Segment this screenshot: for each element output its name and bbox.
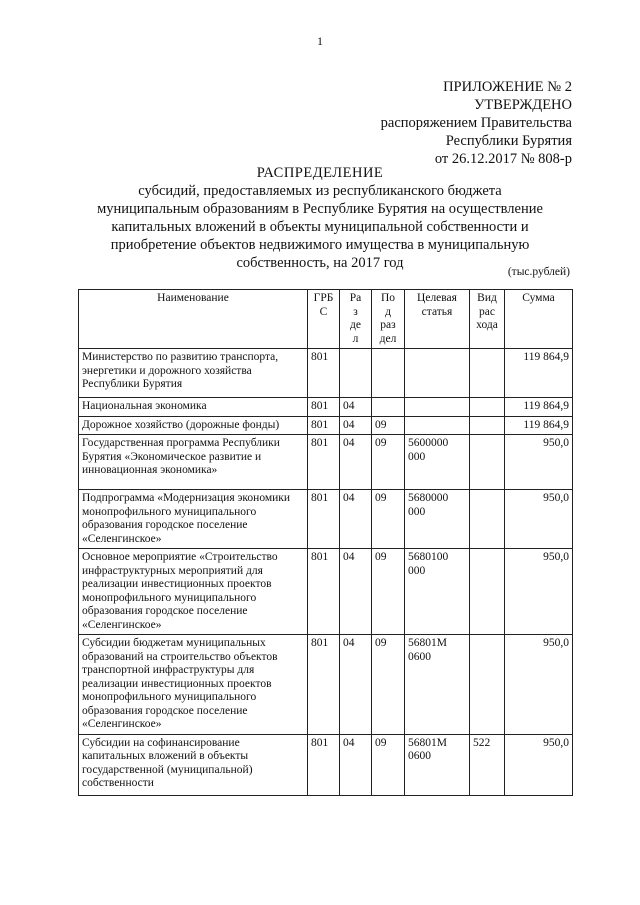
cell-grbs: 801 bbox=[308, 435, 340, 490]
cell-sum: 950,0 bbox=[505, 734, 573, 795]
title-line: приобретение объектов недвижимого имущества в муниципальную bbox=[110, 237, 530, 253]
cell-vid bbox=[470, 635, 505, 735]
cell-name: Подпрограмма «Модернизация экономики монопрофильного муниципального образования городское поселение «Селенгинское» bbox=[79, 490, 308, 549]
title-line: собственность, на 2017 год bbox=[236, 255, 404, 271]
budget-table bbox=[78, 289, 573, 796]
cell-target: 5680000 000 bbox=[405, 490, 470, 549]
cell-vid bbox=[470, 398, 505, 417]
cell-sum: 950,0 bbox=[505, 435, 573, 490]
cell-name: Национальная экономика bbox=[79, 398, 308, 417]
table-row bbox=[79, 635, 573, 735]
cell-sum: 119 864,9 bbox=[505, 416, 573, 435]
cell-razdel: 04 bbox=[340, 549, 372, 635]
header-grbs: ГРБ С bbox=[308, 290, 340, 349]
approval-stamp bbox=[381, 78, 572, 168]
cell-podrazdel: 09 bbox=[372, 734, 405, 795]
table-header-row bbox=[79, 290, 573, 349]
header-target: Целевая статья bbox=[405, 290, 470, 349]
cell-podrazdel: 09 bbox=[372, 490, 405, 549]
cell-target: 56801М 0600 bbox=[405, 734, 470, 795]
header-vid: Вид рас хода bbox=[470, 290, 505, 349]
cell-podrazdel: 09 bbox=[372, 416, 405, 435]
cell-grbs: 801 bbox=[308, 490, 340, 549]
table-row bbox=[79, 435, 573, 490]
cell-target bbox=[405, 349, 470, 398]
cell-vid bbox=[470, 416, 505, 435]
cell-sum: 119 864,9 bbox=[505, 398, 573, 417]
cell-sum: 950,0 bbox=[505, 490, 573, 549]
cell-razdel: 04 bbox=[340, 635, 372, 735]
header-razdel: Ра з де л bbox=[340, 290, 372, 349]
cell-grbs: 801 bbox=[308, 416, 340, 435]
table-row bbox=[79, 349, 573, 398]
cell-name: Основное мероприятие «Строительство инфраструктурных мероприятий для реализации инвестиционных проектов монопрофильного муниципального образования городское поселение «Селенгинское» bbox=[79, 549, 308, 635]
header-sum: Сумма bbox=[505, 290, 573, 349]
order-date-number: от 26.12.2017 № 808-р bbox=[434, 151, 572, 167]
order-label: распоряжением Правительства bbox=[380, 115, 572, 131]
cell-sum: 950,0 bbox=[505, 635, 573, 735]
cell-grbs: 801 bbox=[308, 549, 340, 635]
document-title bbox=[70, 164, 570, 272]
cell-podrazdel bbox=[372, 349, 405, 398]
cell-grbs: 801 bbox=[308, 734, 340, 795]
cell-grbs: 801 bbox=[308, 635, 340, 735]
cell-sum: 119 864,9 bbox=[505, 349, 573, 398]
republic-label: Республики Бурятия bbox=[445, 133, 572, 149]
cell-vid: 522 bbox=[470, 734, 505, 795]
header-podrazdel: По д раз дел bbox=[372, 290, 405, 349]
cell-target bbox=[405, 398, 470, 417]
approved-label: УТВЕРЖДЕНО bbox=[474, 97, 572, 113]
cell-razdel: 04 bbox=[340, 416, 372, 435]
cell-vid bbox=[470, 349, 505, 398]
table-row bbox=[79, 549, 573, 635]
cell-podrazdel: 09 bbox=[372, 549, 405, 635]
cell-target: 5680100 000 bbox=[405, 549, 470, 635]
table-row bbox=[79, 734, 573, 795]
cell-razdel: 04 bbox=[340, 435, 372, 490]
table-row bbox=[79, 490, 573, 549]
table-row bbox=[79, 398, 573, 417]
cell-sum: 950,0 bbox=[505, 549, 573, 635]
cell-podrazdel bbox=[372, 398, 405, 417]
cell-vid bbox=[470, 549, 505, 635]
cell-name: Субсидии бюджетам муниципальных образований на строительство объектов транспортной инфраструктуры для реализации инвестиционных проектов монопрофильного муниципального образования городское поселение «Селенгинское» bbox=[79, 635, 308, 735]
appendix-label: ПРИЛОЖЕНИЕ № 2 bbox=[443, 79, 572, 95]
cell-name: Государственная программа Республики Бурятия «Экономическое развитие и инновационная экономика» bbox=[79, 435, 308, 490]
cell-grbs: 801 bbox=[308, 349, 340, 398]
cell-name: Субсидии на софинансирование капитальных вложений в объекты государственной (муниципальной) собственности bbox=[79, 734, 308, 795]
cell-vid bbox=[470, 490, 505, 549]
cell-podrazdel: 09 bbox=[372, 635, 405, 735]
cell-target bbox=[405, 416, 470, 435]
cell-target: 5600000 000 bbox=[405, 435, 470, 490]
cell-razdel bbox=[340, 349, 372, 398]
cell-razdel: 04 bbox=[340, 398, 372, 417]
cell-name: Дорожное хозяйство (дорожные фонды) bbox=[79, 416, 308, 435]
title-line: субсидий, предоставляемых из республиканского бюджета bbox=[138, 183, 502, 199]
header-name: Наименование bbox=[79, 290, 308, 349]
cell-podrazdel: 09 bbox=[372, 435, 405, 490]
cell-name: Министерство по развитию транспорта, энергетики и дорожного хозяйства Республики Бурятия bbox=[79, 349, 308, 398]
title-line: капитальных вложений в объекты муниципальной собственности и bbox=[111, 219, 529, 235]
table-row bbox=[79, 416, 573, 435]
units-note: (тыс.рублей) bbox=[507, 266, 570, 278]
cell-razdel: 04 bbox=[340, 490, 372, 549]
cell-razdel: 04 bbox=[340, 734, 372, 795]
title-line: муниципальным образованиям в Республике Бурятия на осуществление bbox=[97, 201, 543, 217]
page-number: 1 bbox=[317, 34, 323, 48]
title-main: РАСПРЕДЕЛЕНИЕ bbox=[256, 165, 384, 181]
cell-target: 56801М 0600 bbox=[405, 635, 470, 735]
cell-grbs: 801 bbox=[308, 398, 340, 417]
cell-vid bbox=[470, 435, 505, 490]
